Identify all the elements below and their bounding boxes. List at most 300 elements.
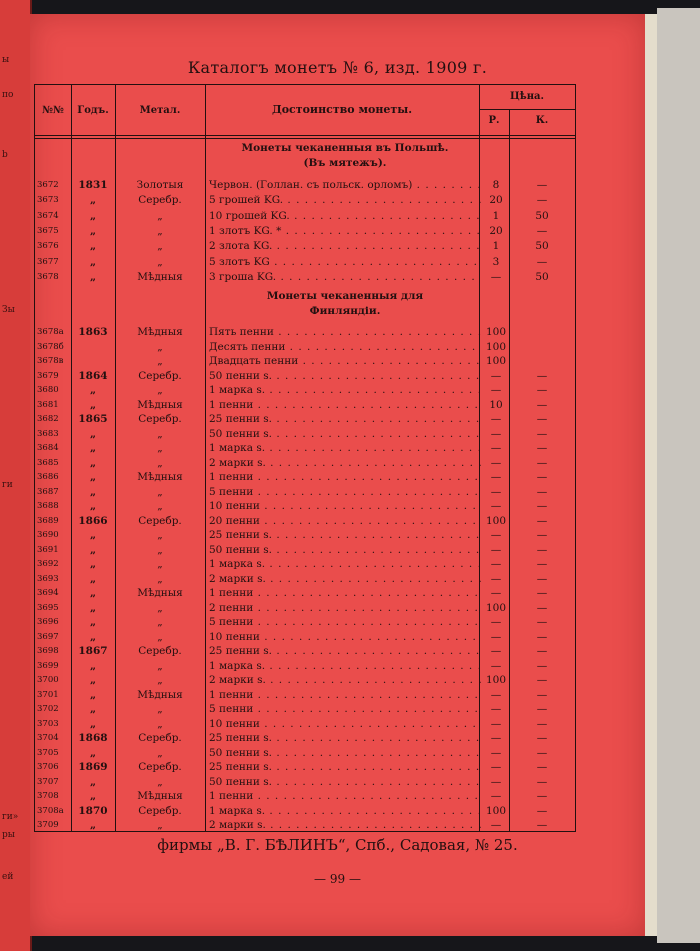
denomination-cell: 10 пенни . . . (209, 499, 481, 514)
price-kopecks-cell: — (536, 645, 548, 657)
table-row (35, 239, 575, 254)
catalog-number: 3690 (37, 530, 59, 540)
catalog-number: 3697 (37, 631, 59, 642)
metal-cell: Серебр. (138, 369, 182, 382)
year-cell: „ (89, 616, 97, 628)
table-row (35, 731, 575, 746)
catalog-number: 3678а (37, 327, 64, 337)
header-price: Цѣна. (510, 91, 544, 102)
price-kopecks-cell: — (536, 746, 548, 759)
catalog-number: 3699 (37, 660, 59, 671)
metal-cell: Мѣдныя (137, 326, 183, 338)
price-kopecks-cell: — (536, 514, 548, 527)
table-row (35, 514, 575, 529)
denomination-cell: 5 злотъ KG . . . (209, 255, 481, 270)
price-kopecks-cell: — (536, 543, 548, 556)
left-page-fragment: ы (2, 55, 10, 65)
catalog-number: 3672 (37, 180, 59, 190)
publisher-footer: фирмы „В. Г. БѢЛИНЪ“, Спб., Садовая, № 25. (157, 836, 518, 854)
denomination-cell: 5 пенни . . . (209, 485, 481, 500)
catalog-number: 3691 (37, 544, 59, 555)
catalog-number: 3682 (37, 414, 59, 424)
price-kopecks-cell: — (536, 427, 548, 440)
metal-cell: „ (157, 442, 163, 454)
book-cover-board (657, 8, 700, 943)
year-cell: „ (89, 543, 97, 556)
denomination-cell: 50 пенни s. . . . (209, 543, 481, 558)
header-metal: Метал. (139, 105, 181, 116)
price-rubles-cell: — (490, 659, 502, 672)
year-cell: 1869 (78, 761, 108, 773)
table-row (35, 209, 575, 224)
price-kopecks-cell: — (536, 179, 548, 191)
year-cell: „ (89, 500, 97, 512)
price-kopecks-cell: — (536, 819, 548, 831)
catalog-number: 3678в (37, 356, 64, 366)
price-rubles-cell: 8 (492, 179, 500, 191)
page-number: — 99 — (314, 872, 361, 886)
left-page-fragment: ей (2, 872, 14, 882)
denomination-cell: 2 марки s. . . . (209, 572, 481, 587)
price-rubles-cell: — (490, 471, 502, 483)
catalog-number: 3694 (37, 588, 59, 598)
metal-cell: „ (157, 674, 163, 686)
price-kopecks-cell: 50 (535, 240, 549, 253)
header-description: Достоинство монеты. (271, 103, 413, 116)
table-row (35, 499, 575, 514)
year-cell: „ (89, 384, 97, 396)
metal-cell: „ (157, 601, 163, 614)
price-rubles-cell: — (490, 413, 502, 425)
table-row (35, 543, 575, 558)
section-title-finland (208, 289, 482, 319)
price-rubles-cell: 100 (485, 601, 507, 614)
price-rubles-cell: — (490, 645, 502, 657)
price-rubles-cell: — (490, 703, 502, 715)
denomination-cell: Десять пенни . . . (209, 340, 481, 355)
catalog-number: 3679 (37, 370, 59, 381)
year-cell: 1865 (78, 413, 108, 425)
metal-cell: „ (157, 572, 163, 585)
price-kopecks-cell: — (536, 398, 548, 411)
price-kopecks-cell: — (536, 616, 548, 628)
price-rubles-cell: 20 (489, 224, 503, 237)
price-kopecks-cell: — (536, 674, 548, 686)
price-kopecks-cell: — (536, 659, 548, 672)
price-rubles-cell: 1 (492, 240, 500, 253)
price-rubles-cell: — (490, 746, 502, 759)
year-cell: „ (89, 703, 97, 715)
metal-cell: Серебр. (138, 804, 182, 817)
price-rubles-cell: 100 (485, 804, 507, 817)
catalog-number: 3685 (37, 457, 59, 468)
catalog-number: 3708а (37, 805, 64, 816)
denomination-cell: 25 пенни s. . . . (209, 760, 481, 775)
year-cell: „ (89, 398, 97, 411)
price-kopecks-cell: — (536, 688, 548, 701)
table-row (35, 255, 575, 270)
metal-cell: Серебр. (138, 732, 182, 744)
price-rubles-cell: — (490, 270, 502, 283)
metal-cell: „ (157, 543, 163, 556)
price-rubles-cell: — (490, 558, 502, 570)
year-cell: „ (89, 529, 97, 541)
denomination-cell: 1 марка s. . . . (209, 557, 481, 572)
price-kopecks-cell: — (536, 369, 548, 382)
header-year: Годъ. (77, 105, 109, 116)
metal-cell: Серебр. (138, 761, 182, 773)
denomination-cell: 20 пенни . . . (209, 514, 481, 529)
metal-cell: „ (157, 456, 163, 469)
price-kopecks-cell: — (536, 194, 548, 207)
catalog-number: 3686 (37, 472, 59, 482)
metal-cell: Серебр. (138, 514, 182, 527)
denomination-cell: 25 пенни s. . . . (209, 731, 481, 746)
price-kopecks-cell: — (536, 413, 548, 425)
year-cell: „ (89, 746, 97, 759)
catalog-number: 3681 (37, 399, 59, 410)
denomination-cell: 2 пенни . . . (209, 601, 481, 616)
left-page-fragment: Зы (2, 305, 15, 315)
price-rubles-cell: — (490, 529, 502, 541)
denomination-cell: 2 марки s. . . . (209, 818, 481, 833)
price-kopecks-cell: — (536, 500, 548, 512)
price-rubles-cell: — (490, 442, 502, 454)
price-kopecks-cell: 50 (535, 209, 549, 222)
table-row (35, 659, 575, 674)
price-rubles-cell: 100 (485, 514, 507, 527)
metal-cell: „ (157, 819, 163, 831)
price-rubles-cell: — (490, 630, 502, 643)
price-rubles-cell: — (490, 427, 502, 440)
price-rubles-cell: — (490, 616, 502, 628)
catalog-page (30, 14, 645, 936)
price-kopecks-cell: — (536, 630, 548, 643)
coin-table (34, 84, 576, 832)
catalog-number: 3674 (37, 210, 59, 221)
metal-cell: „ (157, 427, 163, 440)
denomination-cell: 2 марки s. . . . (209, 673, 481, 688)
price-rubles-cell: — (490, 732, 502, 744)
price-kopecks-cell: — (536, 732, 548, 744)
header-rule (35, 135, 575, 136)
catalog-number: 3708 (37, 791, 59, 801)
metal-cell: „ (157, 500, 163, 512)
year-cell: „ (89, 224, 97, 237)
metal-cell: Мѣдныя (137, 587, 183, 599)
price-kopecks-cell: 50 (535, 270, 549, 283)
table-row (35, 412, 575, 427)
table-row (35, 427, 575, 442)
year-cell: „ (89, 659, 97, 672)
metal-cell: „ (157, 355, 163, 367)
price-kopecks-cell: — (536, 384, 548, 396)
catalog-number: 3673 (37, 195, 59, 206)
table-row (35, 804, 575, 819)
left-page-fragment: b (2, 150, 8, 160)
table-row (35, 470, 575, 485)
table-row (35, 398, 575, 413)
table-row (35, 178, 575, 193)
denomination-cell: 1 марка s. . . . (209, 383, 481, 398)
table-row (35, 789, 575, 804)
price-kopecks-cell: — (536, 572, 548, 585)
catalog-number: 3701 (37, 689, 59, 700)
catalog-number: 3706 (37, 762, 59, 772)
price-header-divider (479, 109, 575, 110)
table-row (35, 601, 575, 616)
denomination-cell: 1 пенни . . . (209, 398, 481, 413)
denomination-cell: 1 пенни . . . (209, 470, 481, 485)
catalog-number: 3680 (37, 385, 59, 395)
previous-page-edge (0, 0, 32, 951)
catalog-number: 3702 (37, 704, 59, 714)
year-cell: „ (89, 427, 97, 440)
denomination-cell: 50 пенни s. . . . (209, 369, 481, 384)
catalog-number: 3678 (37, 271, 59, 282)
metal-cell: „ (157, 659, 163, 672)
table-row (35, 644, 575, 659)
price-rubles-cell: 3 (492, 255, 500, 268)
year-cell: „ (89, 194, 97, 207)
price-kopecks-cell: — (536, 761, 548, 773)
year-cell: „ (89, 471, 97, 483)
price-kopecks-cell: — (536, 255, 548, 268)
year-cell: „ (89, 558, 97, 570)
table-row (35, 369, 575, 384)
price-rubles-cell: — (490, 587, 502, 599)
denomination-cell: 50 пенни s. . . . (209, 775, 481, 790)
table-row (35, 615, 575, 630)
left-page-fragment: ги» (2, 812, 19, 822)
catalog-number: 3692 (37, 559, 59, 569)
metal-cell: Серебр. (138, 645, 182, 657)
price-kopecks-cell: — (536, 790, 548, 802)
price-kopecks-cell: — (536, 456, 548, 469)
year-cell: „ (89, 674, 97, 686)
denomination-cell: 2 марки s. . . . (209, 456, 481, 471)
denomination-cell: 2 злота KG. . . . (209, 239, 481, 254)
denomination-cell: 1 пенни . . . (209, 789, 481, 804)
denomination-cell: Двадцать пенни . . . (209, 354, 481, 369)
table-row (35, 224, 575, 239)
denomination-cell: 5 пенни . . . (209, 702, 481, 717)
year-cell: 1866 (78, 514, 108, 527)
denomination-cell: Червон. (Голлан. съ польск. орломъ) . . . (209, 178, 481, 193)
table-row (35, 528, 575, 543)
year-cell: „ (89, 270, 97, 283)
catalog-number: 3684 (37, 443, 59, 453)
price-rubles-cell: — (490, 819, 502, 831)
catalog-title: Каталогъ монетъ № 6, изд. 1909 г. (187, 58, 488, 77)
metal-cell: Серебр. (138, 413, 182, 425)
table-row (35, 572, 575, 587)
denomination-cell: 1 марка s. . . . (209, 441, 481, 456)
section-title-line: Монеты чеканенныя въ Польшѣ. (241, 142, 449, 154)
table-row (35, 354, 575, 369)
header-num: №№ (42, 105, 64, 116)
denomination-cell: 10 грошей KG. . . . (209, 209, 481, 224)
year-cell: „ (89, 572, 97, 585)
metal-cell: „ (157, 558, 163, 570)
metal-cell: Мѣдныя (137, 688, 183, 701)
catalog-number: 3693 (37, 573, 59, 584)
denomination-cell: 50 пенни s. . . . (209, 746, 481, 761)
left-page-fragment: ры (2, 830, 15, 840)
price-rubles-cell: — (490, 775, 502, 788)
metal-cell: „ (157, 224, 163, 237)
catalog-number: 3683 (37, 428, 59, 439)
denomination-cell: 25 пенни s. . . . (209, 644, 481, 659)
price-rubles-cell: — (490, 790, 502, 802)
section-title-poland (208, 141, 482, 171)
price-rubles-cell: — (490, 384, 502, 396)
price-kopecks-cell: — (536, 529, 548, 541)
year-cell: „ (89, 587, 97, 599)
catalog-number: 3703 (37, 718, 59, 729)
metal-cell: „ (157, 746, 163, 759)
metal-cell: „ (157, 340, 163, 353)
table-row (35, 456, 575, 471)
year-cell: 1863 (78, 326, 108, 338)
year-cell: „ (89, 255, 97, 268)
year-cell: „ (89, 601, 97, 614)
price-rubles-cell: 100 (485, 326, 507, 338)
metal-cell: Золотыя (136, 179, 184, 191)
metal-cell: Мѣдныя (137, 471, 183, 483)
year-cell: „ (89, 688, 97, 701)
price-kopecks-cell: — (536, 485, 548, 498)
catalog-number: 3678б (37, 341, 64, 352)
table-row (35, 383, 575, 398)
metal-cell: „ (157, 616, 163, 628)
year-cell: „ (89, 456, 97, 469)
year-cell: „ (89, 240, 97, 253)
table-row (35, 441, 575, 456)
metal-cell: „ (157, 717, 163, 730)
left-page-fragment: ги (2, 480, 13, 490)
table-row (35, 818, 575, 833)
table-row (35, 340, 575, 355)
metal-cell: „ (157, 255, 163, 268)
denomination-cell: 1 пенни . . . (209, 586, 481, 601)
year-cell: 1864 (78, 369, 108, 382)
metal-cell: Серебр. (138, 194, 182, 207)
table-row (35, 702, 575, 717)
denomination-cell: 10 пенни . . . (209, 630, 481, 645)
price-rubles-cell: 100 (485, 674, 507, 686)
catalog-number: 3677 (37, 256, 59, 267)
catalog-number: 3709 (37, 820, 59, 830)
section-title-line: Монеты чеканенныя для (266, 290, 424, 302)
table-row (35, 746, 575, 761)
table-row (35, 688, 575, 703)
price-kopecks-cell: — (536, 601, 548, 614)
header-rubles: Р. (488, 115, 500, 126)
header-kopecks: К. (535, 115, 549, 126)
price-kopecks-cell: — (536, 442, 548, 454)
table-row (35, 325, 575, 340)
catalog-number: 3704 (37, 733, 59, 743)
catalog-number: 3676 (37, 241, 59, 252)
year-cell: „ (89, 485, 97, 498)
denomination-cell: 5 грошей KG. . . . (209, 193, 481, 208)
year-cell: „ (89, 630, 97, 643)
metal-cell: „ (157, 529, 163, 541)
table-row (35, 717, 575, 732)
catalog-number: 3695 (37, 602, 59, 613)
year-cell: 1868 (78, 732, 108, 744)
metal-cell: „ (157, 630, 163, 643)
price-rubles-cell: — (490, 717, 502, 730)
left-page-fragment: по (2, 90, 14, 100)
table-row (35, 673, 575, 688)
denomination-cell: 1 марка s. . . . (209, 804, 481, 819)
catalog-number: 3696 (37, 617, 59, 627)
catalog-number: 3688 (37, 501, 59, 511)
year-cell: „ (89, 790, 97, 802)
table-row (35, 270, 575, 285)
section-title-line: Финляндіи. (309, 305, 381, 317)
metal-cell: „ (157, 485, 163, 498)
year-cell: 1867 (78, 645, 108, 657)
denomination-cell: 10 пенни . . . (209, 717, 481, 732)
catalog-number: 3705 (37, 747, 59, 758)
denomination-cell: 3 гроша KG. . . . (209, 270, 481, 285)
table-row (35, 630, 575, 645)
price-kopecks-cell: — (536, 224, 548, 237)
table-row (35, 586, 575, 601)
price-kopecks-cell: — (536, 775, 548, 788)
price-rubles-cell: — (490, 456, 502, 469)
year-cell: „ (89, 209, 97, 222)
metal-cell: „ (157, 703, 163, 715)
price-rubles-cell: — (490, 485, 502, 498)
price-rubles-cell: — (490, 500, 502, 512)
metal-cell: Мѣдныя (137, 398, 183, 411)
catalog-number: 3698 (37, 646, 59, 656)
table-row (35, 485, 575, 500)
price-rubles-cell: 10 (489, 398, 503, 411)
price-rubles-cell: — (490, 369, 502, 382)
price-kopecks-cell: — (536, 717, 548, 730)
metal-cell: „ (157, 209, 163, 222)
table-row (35, 775, 575, 790)
metal-cell: „ (157, 240, 163, 253)
section-title-line: (Въ мятежъ). (303, 157, 387, 169)
catalog-number: 3687 (37, 486, 59, 497)
year-cell: „ (89, 717, 97, 730)
catalog-number: 3707 (37, 776, 59, 787)
denomination-cell: 5 пенни . . . (209, 615, 481, 630)
price-rubles-cell: 100 (485, 355, 507, 367)
year-cell: 1870 (78, 804, 108, 817)
metal-cell: Мѣдныя (137, 270, 183, 283)
metal-cell: Мѣдныя (137, 790, 183, 802)
price-rubles-cell: — (490, 761, 502, 773)
denomination-cell: Пять пенни . . . (209, 325, 481, 340)
denomination-cell: 1 марка s. . . . (209, 659, 481, 674)
price-rubles-cell: 100 (485, 340, 507, 353)
header-rule (35, 138, 575, 139)
price-rubles-cell: — (490, 543, 502, 556)
price-rubles-cell: 1 (492, 209, 500, 222)
price-kopecks-cell: — (536, 703, 548, 715)
denomination-cell: 1 злотъ KG. * . . . (209, 224, 481, 239)
price-rubles-cell: — (490, 572, 502, 585)
denomination-cell: 25 пенни s. . . . (209, 528, 481, 543)
catalog-number: 3675 (37, 225, 59, 236)
